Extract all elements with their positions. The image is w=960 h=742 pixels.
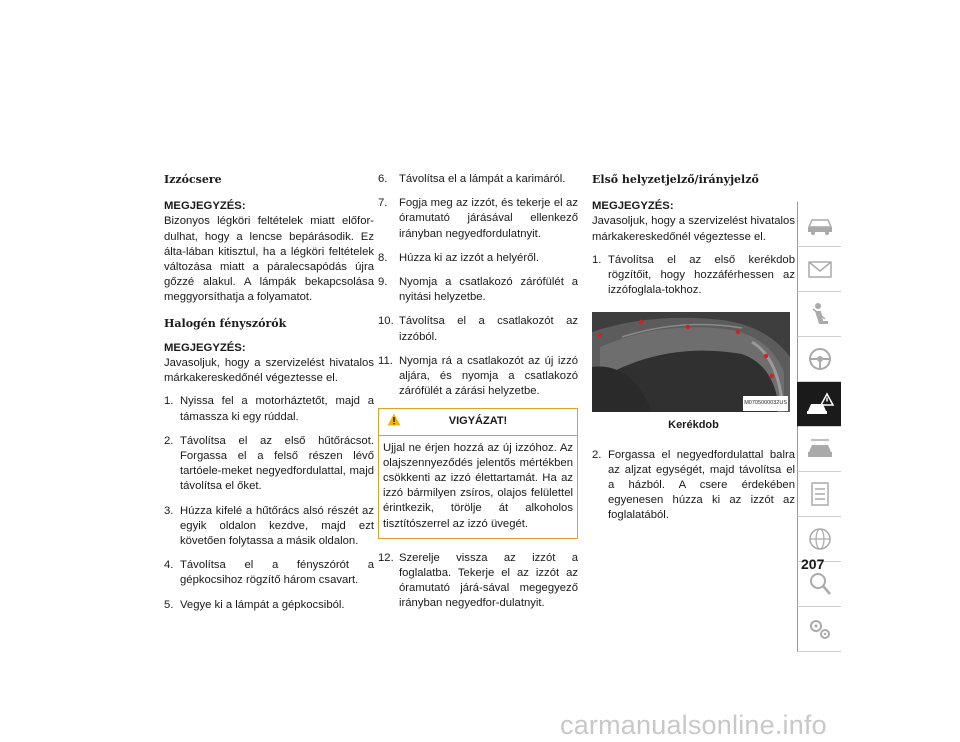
list-item-text: Távolítsa el az első hűtőrácsot. Forgassa el a felső részen lévő tartóele-meket negyedfordulattal, majd távolítsa el őket. — [180, 434, 374, 493]
tab-car-dashboard[interactable] — [797, 202, 841, 247]
list-item-text: Forgassa el negyedfordulattal balra az aljzat egységét, majd távolítsa el a házból. A csere érdekében egyenesen húzza ki az izzót az foglalatából. — [608, 448, 795, 522]
list-item-number: 1. — [164, 395, 174, 408]
warning-title: VIGYÁZAT! — [448, 415, 508, 428]
list-item-text: Vegye ki a lámpát a gépkocsiból. — [180, 598, 345, 611]
column-2 — [378, 172, 578, 621]
list-item — [592, 448, 795, 524]
list-item-text: Távolítsa el a lámpát a karimáról. — [399, 173, 566, 185]
list-item-number: 7. — [378, 197, 388, 210]
list-item-number: 4. — [164, 559, 174, 572]
list-item-text: Távolítsa el az első kerékdob rögzítőit, hogy hozzáférhessen az izzófoglala-tokhoz. — [608, 253, 795, 297]
list-item-number: 2. — [164, 434, 174, 447]
chapter-tab-sidebar — [797, 202, 841, 652]
globe-icon — [805, 524, 835, 554]
note-text: Javasoljuk, hogy a szervizelést hivatalos márkakereskedőnél végeztesse el. — [164, 357, 374, 385]
list-item-number: 1. — [592, 253, 602, 266]
list-item-text: Nyomja a csatlakozó zárófülét a nyitási helyzetbe. — [399, 276, 578, 304]
list-item — [378, 196, 578, 242]
figure-caption: Kerékdob — [668, 419, 719, 432]
fastener-marker — [686, 325, 690, 329]
list-item — [164, 504, 374, 550]
wheel-well-figure — [592, 312, 790, 412]
list-item — [378, 354, 578, 400]
car-service-icon — [805, 434, 835, 464]
list-item-number: 2. — [592, 448, 602, 461]
column-1 — [164, 172, 374, 622]
tab-index-gears[interactable] — [797, 607, 841, 652]
list-item-number: 12. — [378, 551, 394, 564]
list-item — [378, 551, 578, 612]
fastener-marker — [598, 333, 602, 337]
section-title-front-turn-signal: Első helyzetjelző/irányjelző — [592, 173, 759, 186]
section-title-bulb-replacement: Izzócsere — [164, 173, 222, 186]
list-item — [378, 314, 578, 344]
list-item-text: Nyissa fel a motorháztetőt, majd a támassza ki egy rúddal. — [180, 395, 374, 423]
tab-steering-wheel[interactable] — [797, 337, 841, 382]
page-number: 207 — [801, 556, 825, 572]
note-text: Javasoljuk, hogy a szervizelést hivatalos márkakereskedőnél végeztesse el. — [592, 215, 795, 243]
list-item-number: 10. — [378, 315, 394, 328]
list-item-text: Nyomja rá a csatlakozót az új izzó aljára, és nyomja a csatlakozó zárófülét a zárási helyzetbe. — [399, 354, 578, 398]
note-label: MEGJEGYZÉS: — [164, 200, 246, 213]
fastener-marker — [770, 374, 774, 378]
fastener-marker — [736, 330, 740, 334]
list-item-text: Fogja meg az izzót, és tekerje el az óramutató járásával ellenkező irányban negyedfordulatnyit. — [399, 197, 578, 240]
tab-seat-safety[interactable] — [797, 292, 841, 337]
car-warning-icon — [805, 389, 835, 419]
list-item — [164, 558, 374, 588]
note-label: MEGJEGYZÉS: — [592, 200, 674, 213]
list-item — [378, 172, 578, 187]
warning-text: Ujjal ne érjen hozzá az új izzóhoz. Az olajszennyeződés jelentős mértékben csökkenti az izzó élettartamát. Ha az izzó bármilyen zsíros, olajos felülettel érintkezik, törölje át alkoholos tisztítószerrel az izzó üvegét. — [383, 441, 573, 530]
fastener-marker — [639, 320, 643, 324]
tab-maintenance-list[interactable] — [797, 472, 841, 517]
list-item — [378, 251, 578, 266]
note-label: MEGJEGYZÉS: — [164, 341, 246, 354]
list-item-text: Távolítsa el a fényszórót a gépkocsihoz rögzítő három csavart. — [180, 559, 374, 587]
warning-triangle-icon — [387, 413, 401, 426]
list-item-text: Szerelje vissza az izzót a foglalatba. Tekerje el az izzót az óramutató járá-sával megegyező irányban negyedfor-dulatnyit. — [399, 551, 578, 610]
watermark: carmanualsonline.info — [560, 710, 827, 740]
tab-car-service[interactable] — [797, 427, 841, 472]
seat-safety-icon — [805, 299, 835, 329]
list-item-number: 8. — [378, 251, 388, 264]
list-item-number: 9. — [378, 276, 388, 289]
warning-box — [378, 408, 578, 538]
envelope-car-icon — [805, 254, 835, 284]
list-item — [592, 253, 795, 299]
list-item-number: 5. — [164, 598, 174, 611]
note-text: Bizonyos légköri feltételek miatt előfor-dulhat, hogy a lencse bepárásodik. Ez álta-lában kitisztul, ha a légköri feltételek változása miatt a páralecsapódás újra gőzzé alakul. A lámpák bekapcsolása meggyorsíthatja a folyamatot. — [164, 215, 374, 304]
warning-header — [379, 409, 577, 435]
search-magnifier-icon — [805, 569, 835, 599]
car-dashboard-icon — [805, 209, 835, 239]
subsection-title-halogen-headlamps: Halogén fényszórók — [164, 316, 287, 330]
figure-code: M0705000032US — [743, 396, 788, 411]
list-item — [164, 394, 374, 424]
maintenance-list-icon — [805, 479, 835, 509]
list-item-number: 3. — [164, 504, 174, 517]
list-item-number: 6. — [378, 173, 388, 185]
list-item-number: 11. — [378, 354, 393, 367]
fastener-marker — [764, 354, 768, 358]
tab-envelope-car[interactable] — [797, 247, 841, 292]
steering-wheel-icon — [805, 344, 835, 374]
list-item-text: Húzza ki az izzót a helyéről. — [399, 251, 540, 264]
list-item — [164, 434, 374, 495]
list-item-text: Távolítsa el a csatlakozót az izzóból. — [399, 315, 578, 343]
list-item — [378, 275, 578, 305]
list-item — [164, 598, 374, 613]
tab-car-warning[interactable] — [797, 382, 841, 427]
list-item-text: Húzza kifelé a hűtőrács alsó részét az egyik oldalon kezdve, majd ezt követően folytassa a másik oldalon. — [180, 504, 374, 548]
column-3 — [592, 172, 795, 533]
index-gears-icon — [805, 614, 835, 644]
